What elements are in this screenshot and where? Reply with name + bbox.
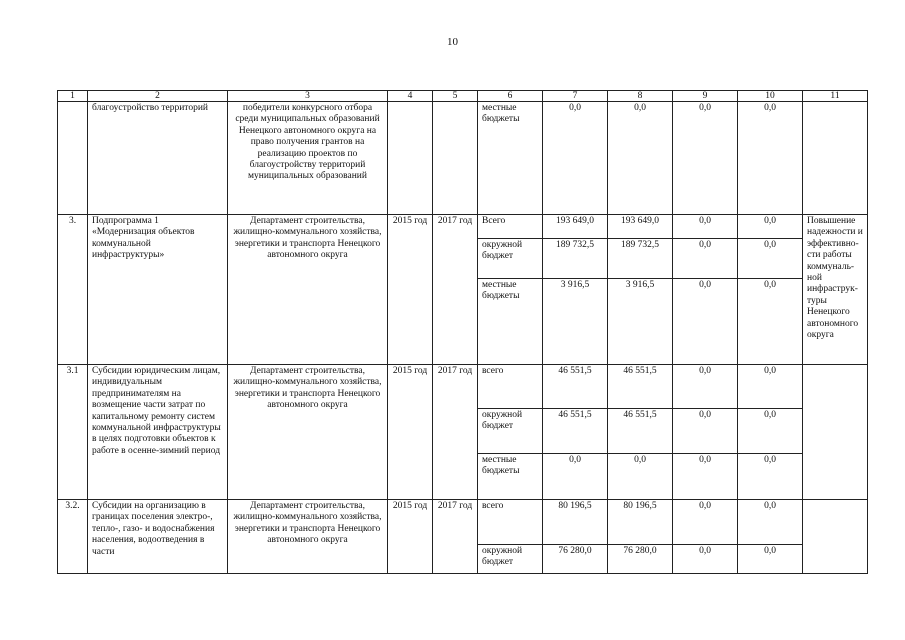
executor-cell: Департамент строительства, жилищно-коммунального хозяйства, энергетики и транспорта Ненецкого автономного округа: [228, 500, 388, 574]
result-cell: [803, 365, 868, 500]
value-cell: 0,0: [738, 545, 803, 574]
value-cell: 0,0: [673, 545, 738, 574]
header-cell: 3: [228, 91, 388, 102]
table-row: [58, 102, 868, 215]
row-number-cell: 3.2.: [58, 500, 88, 574]
value-cell: 0,0: [673, 409, 738, 454]
value-cell: 0,0: [543, 102, 608, 215]
header-cell: 5: [433, 91, 478, 102]
value-cell: 46 551,5: [543, 409, 608, 454]
end-year-cell: 2017 год: [433, 500, 478, 574]
value-cell: 3 916,5: [608, 279, 673, 365]
value-cell: 0,0: [738, 454, 803, 500]
value-cell: 80 196,5: [543, 500, 608, 545]
value-cell: 0,0: [738, 239, 803, 279]
page-number: 10: [447, 36, 458, 48]
value-cell: 0,0: [543, 454, 608, 500]
value-cell: 193 649,0: [608, 215, 673, 239]
value-cell: 189 732,5: [608, 239, 673, 279]
value-cell: 0,0: [738, 215, 803, 239]
executor-cell: Департамент строительства, жилищно-коммунального хозяйства, энергетики и транспорта Ненецкого автономного округа: [228, 365, 388, 500]
measure-name-cell: Подпрограмма 1 «Модернизация объектов коммунальной инфраструктуры»: [88, 215, 228, 365]
table-row: [58, 365, 868, 409]
value-cell: 0,0: [738, 409, 803, 454]
value-cell: 0,0: [608, 102, 673, 215]
table-row: [58, 500, 868, 545]
header-cell: 6: [478, 91, 543, 102]
value-cell: 0,0: [608, 454, 673, 500]
result-cell: [803, 500, 868, 574]
funding-source-cell: всего: [478, 500, 543, 545]
start-year-cell: [388, 102, 433, 215]
value-cell: 189 732,5: [543, 239, 608, 279]
row-number-cell: 3.1: [58, 365, 88, 500]
header-cell: 7: [543, 91, 608, 102]
value-cell: 76 280,0: [543, 545, 608, 574]
value-cell: 0,0: [738, 102, 803, 215]
value-cell: 46 551,5: [608, 365, 673, 409]
header-cell: 9: [673, 91, 738, 102]
value-cell: 0,0: [738, 500, 803, 545]
value-cell: 0,0: [673, 215, 738, 239]
header-cell: 8: [608, 91, 673, 102]
value-cell: 76 280,0: [608, 545, 673, 574]
value-cell: 0,0: [673, 239, 738, 279]
table-row: [58, 215, 868, 239]
funding-source-cell: окружной бюджет: [478, 545, 543, 574]
header-cell: 10: [738, 91, 803, 102]
measure-name-cell: благоустройство территорий: [88, 102, 228, 215]
value-cell: 46 551,5: [608, 409, 673, 454]
row-number-cell: 3.: [58, 215, 88, 365]
value-cell: 46 551,5: [543, 365, 608, 409]
value-cell: 0,0: [673, 279, 738, 365]
executor-cell: Департамент строительства, жилищно-коммунального хозяйства, энергетики и транспорта Ненецкого автономного округа: [228, 215, 388, 365]
funding-source-cell: местные бюджеты: [478, 279, 543, 365]
value-cell: 193 649,0: [543, 215, 608, 239]
value-cell: 80 196,5: [608, 500, 673, 545]
result-cell: [803, 102, 868, 215]
value-cell: 0,0: [738, 279, 803, 365]
header-cell: 4: [388, 91, 433, 102]
measure-name-cell: Субсидии на организацию в границах поселения электро-, тепло-, газо- и водоснабжения населения, водоотведения в части: [88, 500, 228, 574]
funding-source-cell: окружной бюджет: [478, 409, 543, 454]
header-cell: 11: [803, 91, 868, 102]
start-year-cell: 2015 год: [388, 215, 433, 365]
header-row: [58, 91, 868, 102]
value-cell: 0,0: [673, 454, 738, 500]
value-cell: 3 916,5: [543, 279, 608, 365]
funding-source-cell: местные бюджеты: [478, 454, 543, 500]
value-cell: 0,0: [738, 365, 803, 409]
header-cell: 2: [88, 91, 228, 102]
funding-source-cell: всего: [478, 365, 543, 409]
header-cell: 1: [58, 91, 88, 102]
funding-source-cell: местные бюджеты: [478, 102, 543, 215]
funding-source-cell: окружной бюджет: [478, 239, 543, 279]
start-year-cell: 2015 год: [388, 365, 433, 500]
end-year-cell: 2017 год: [433, 365, 478, 500]
end-year-cell: [433, 102, 478, 215]
end-year-cell: 2017 год: [433, 215, 478, 365]
row-number-cell: [58, 102, 88, 215]
start-year-cell: 2015 год: [388, 500, 433, 574]
measure-name-cell: Субсидии юридическим лицам, индивидуальным предпринимателям на возмещение части затрат по капитальному ремонту систем коммунальной инфраструктуры в целях подготовки объектов к работе в осенне-зимний период: [88, 365, 228, 500]
value-cell: 0,0: [673, 102, 738, 215]
value-cell: 0,0: [673, 500, 738, 545]
program-table: [57, 90, 868, 574]
executor-cell: победители конкурсного отбора среди муниципальных образований Ненецкого автономного округа на право получения грантов на реализацию проектов по благоустройству территорий муниципальных образований: [228, 102, 388, 215]
funding-source-cell: Всего: [478, 215, 543, 239]
value-cell: 0,0: [673, 365, 738, 409]
result-cell: Повышение надежности и эффективно-сти работы коммуналь-ной инфраструк-туры Ненецкого автономного округа: [803, 215, 868, 365]
